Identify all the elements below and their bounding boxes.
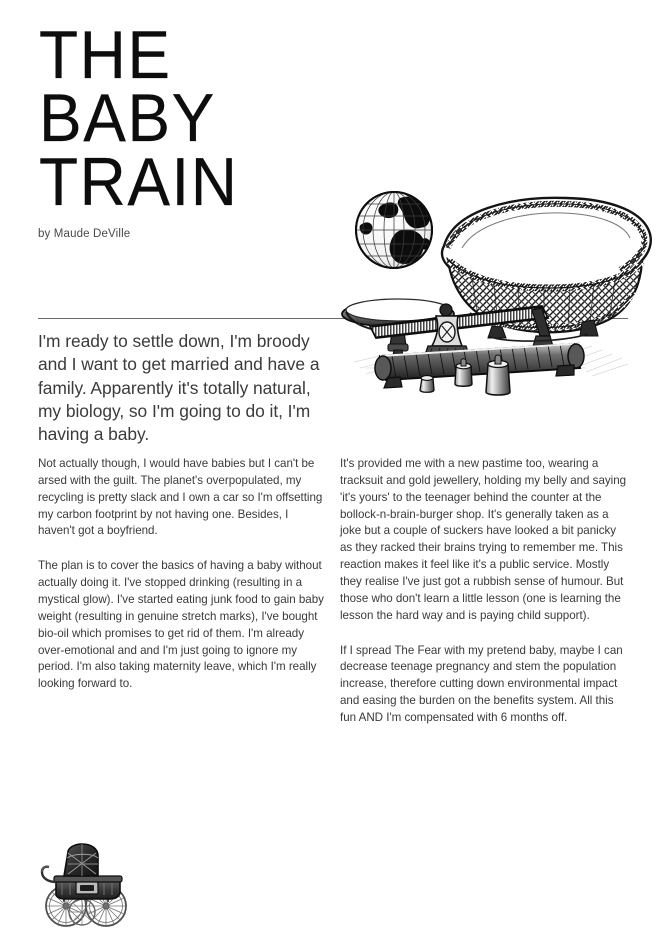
scale-beam [370,306,588,356]
paragraph: The plan is to cover the basics of having a baby without actually doing it. I've stopped drinking (resulting in a mystical glow). I've started eating junk food to gain baby weight (resulting in genuine stretch marks), I've bought bio-oil which promises to get rid of them. I'm already over-emotional and and I'm just going to ignore my period. I'm also taking maternity leave, which I'm really looking forward to. [38,559,324,691]
page-title-line-1: THE [39,16,172,94]
paragraph: It's provided me with a new pastime too, wearing a tracksuit and gold jewellery, holding my belly and saying 'it's yours' to the teenager behind the counter at the bollock-n-brain-burger shop. It's generally taken as a joke but a couple of suckers have looked a bit panicky as they racked their brains trying to remember me. This reaction makes it feel like it's a public service. Mostly they realise I've just got a rubbish sense of humour. But those who don't learn a little lesson (one is learning the lesson the hard way and is paying child support). [340,457,627,622]
scale-weights [420,355,510,395]
byline: by Maude DeVille [38,228,131,241]
pram-handle [42,867,56,882]
pram-hood [64,844,98,876]
baby-pram-illustration [34,836,138,932]
pram-body [54,876,122,899]
fulcrum [424,304,470,358]
page-title-line-2: BABY [39,80,216,157]
pram-chassis [58,894,116,903]
bassinet [442,198,651,338]
left-pan [342,299,454,362]
balance-scale-illustration [336,186,658,398]
body-columns [38,456,630,727]
column-left [38,456,328,727]
ground-shadow [354,342,628,376]
page-title-line-3: TRAIN [39,143,239,220]
scale-base [375,344,584,388]
paragraph: Not actually though, I would have babies but I can't be arsed with the guilt. The planet's overpopulated, my recycling is pretty slack and I own a car so I'm offsetting my carbon footprint by not having one. Besides, I haven't got a boyfriend. [38,457,323,538]
paragraph: If I spread The Fear with my pretend baby, maybe I can decrease teenage pregnancy and stem the population increase, therefore cutting down environmental impact and easing the burden on the benefits system. All this fun AND I'm compensated with 6 months off. [340,643,623,725]
divider-rule [38,318,628,319]
standfirst: I'm ready to settle down, I'm broody and I want to get married and have a family. Apparently it's totally natural, my biology, so I'm going to do it, I'm having a baby. [38,331,320,445]
pram-wheels [46,886,126,926]
column-right [340,456,630,727]
masthead [38,16,368,241]
